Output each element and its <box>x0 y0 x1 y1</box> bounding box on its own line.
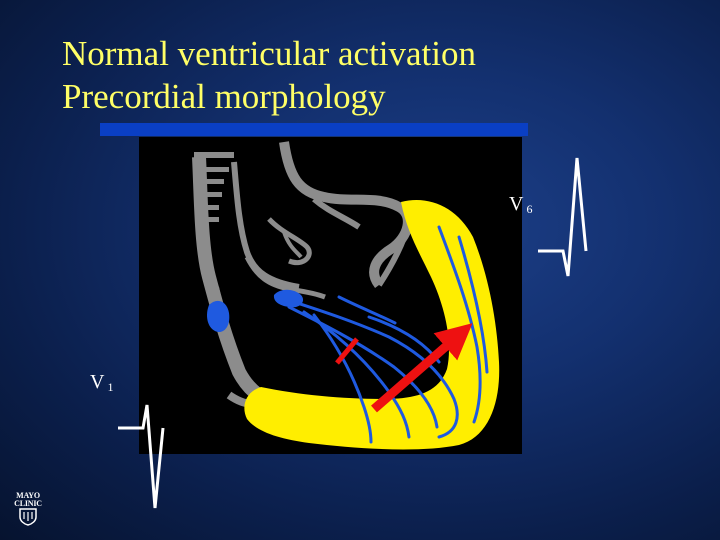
title-underline-bar <box>100 123 528 136</box>
title-line-1: Normal ventricular activation <box>62 34 477 73</box>
ecg-trace-v1 <box>115 395 171 515</box>
heart-cross-section-figure <box>139 137 522 454</box>
lead-label-v1 <box>90 371 113 395</box>
lead-v6-number: 6 <box>526 202 533 216</box>
logo-line-2: CLINIC <box>14 499 42 508</box>
lead-label-v6 <box>509 193 532 217</box>
lead-v1-letter: V <box>90 371 105 393</box>
atria-outline <box>199 142 409 404</box>
ecg-trace-v6 <box>535 150 591 280</box>
lead-v6-letter: V <box>509 193 524 215</box>
septal-blue-patch <box>207 301 229 332</box>
mayo-clinic-logo <box>8 492 48 534</box>
shield-icon <box>18 508 38 526</box>
slide-title <box>62 32 476 118</box>
lead-v1-number: 1 <box>107 380 114 394</box>
left-ventricle-myocardium <box>244 200 499 449</box>
heart-diagram <box>139 137 522 454</box>
logo-line-1: MAYO <box>16 491 40 500</box>
title-line-2: Precordial morphology <box>62 77 386 116</box>
